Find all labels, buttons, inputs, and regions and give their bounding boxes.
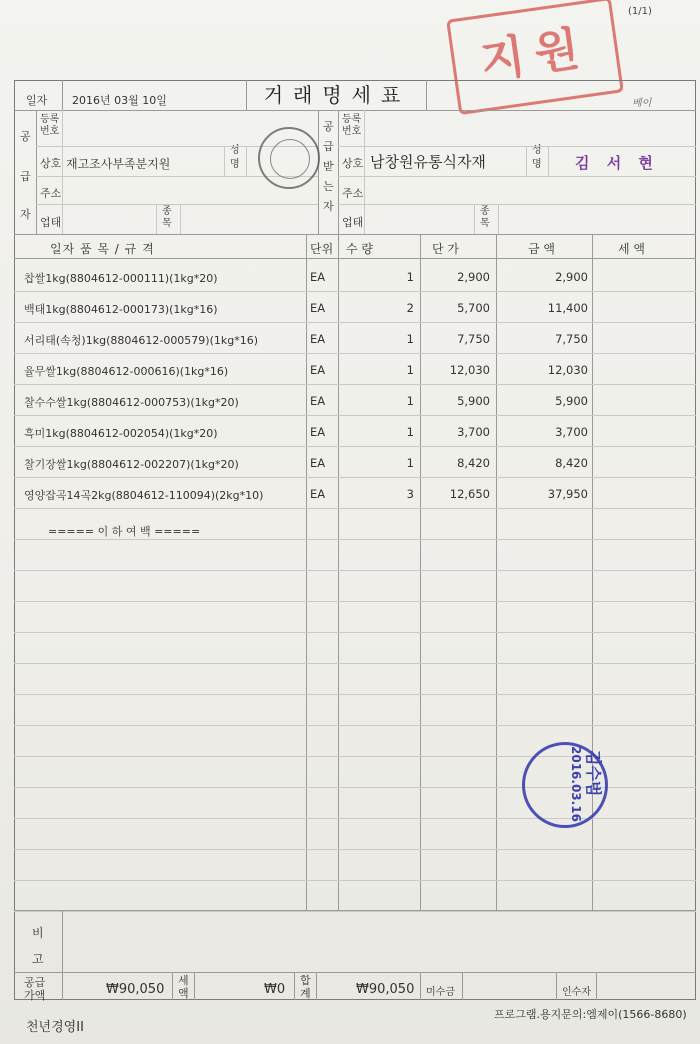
row-amount: 37,950	[547, 487, 588, 501]
row-qty: 1	[406, 456, 414, 470]
row-divider	[14, 694, 696, 695]
row-qty: 1	[406, 425, 414, 439]
row-divider	[14, 880, 696, 881]
handwritten-note: 베이	[632, 98, 652, 109]
receiver-reg-label: 등록번호	[342, 114, 362, 137]
row-divider	[14, 446, 696, 447]
row-item: 백태1kg(8804612-000173)(1kg*16)	[24, 303, 218, 316]
row-qty: 3	[406, 487, 414, 501]
row-divider	[14, 322, 696, 323]
row-unit: EA	[310, 363, 326, 377]
receiver-side-2: 급	[323, 140, 334, 153]
supplier-bizitem-label: 종목	[162, 206, 172, 229]
page-number: (1/1)	[628, 6, 652, 17]
row-divider	[14, 291, 696, 292]
row-price: 8,420	[457, 456, 490, 470]
row-divider	[14, 911, 696, 912]
program-info: 프로그램.용지문의:엠제이(1566-8680)	[494, 1008, 687, 1021]
supplier-side-1: 공	[20, 130, 31, 143]
row-divider	[14, 818, 696, 819]
tax-value: ₩0	[264, 982, 286, 997]
supplier-reg-label: 등록번호	[40, 114, 60, 137]
row-item: 흑미1kg(8804612-002054)(1kg*20)	[24, 427, 218, 440]
row-price: 12,650	[449, 487, 490, 501]
supplier-addr-label: 주소	[40, 187, 62, 200]
row-divider	[14, 601, 696, 602]
row-divider	[14, 663, 696, 664]
col-amount: 금 액	[528, 242, 555, 256]
row-unit: EA	[310, 394, 326, 408]
row-unit: EA	[310, 301, 326, 315]
brand-label: 천년경영II	[26, 1020, 84, 1035]
receiver-rep-value: 김 서 현	[575, 154, 659, 172]
support-stamp: 지원	[446, 0, 624, 115]
tax-label-1: 세	[178, 974, 189, 987]
row-amount: 12,030	[547, 363, 588, 377]
receipt-seal-date: 2016.03.16	[569, 746, 583, 822]
row-divider	[14, 632, 696, 633]
row-divider	[14, 725, 696, 726]
row-divider	[14, 477, 696, 478]
end-marker: ===== 이 하 여 백 =====	[48, 525, 201, 538]
row-item: 서리태(속청)1kg(8804612-000579)(1kg*16)	[24, 334, 259, 347]
remarks-label-1: 비	[32, 926, 44, 940]
col-unit: 단위	[310, 242, 334, 256]
total-label-2: 계	[300, 987, 311, 1000]
row-item: 찰수수쌀1kg(8804612-000753)(1kg*20)	[24, 396, 239, 409]
row-divider	[14, 570, 696, 571]
row-divider	[14, 384, 696, 385]
supplier-side-3: 자	[20, 208, 31, 221]
remarks-label-2: 고	[32, 952, 44, 966]
date-value: 2016년 03월 10일	[72, 94, 167, 107]
row-price: 5,700	[457, 301, 490, 315]
row-amount: 2,900	[555, 270, 588, 284]
tax-label-2: 액	[178, 987, 189, 1000]
row-divider	[14, 849, 696, 850]
receiver-side-3: 받	[323, 160, 334, 173]
receiver-addr-label: 주소	[342, 187, 364, 200]
row-divider	[14, 539, 696, 540]
supplier-name-value: 재고조사부족분지원	[66, 157, 171, 171]
row-price: 7,750	[457, 332, 490, 346]
receiver-side-4: 는	[323, 180, 334, 193]
row-unit: EA	[310, 487, 326, 501]
row-amount: 5,900	[555, 394, 588, 408]
row-amount: 7,750	[555, 332, 588, 346]
row-amount: 3,700	[555, 425, 588, 439]
row-amount: 8,420	[555, 456, 588, 470]
unpaid-label: 미수금	[426, 987, 455, 998]
row-price: 2,900	[457, 270, 490, 284]
receiver-name-label: 상호	[342, 157, 364, 170]
row-unit: EA	[310, 456, 326, 470]
row-qty: 1	[406, 394, 414, 408]
receipt-seal-name: 김수범	[584, 750, 603, 797]
supplier-seal	[258, 127, 320, 189]
page-title: 거래명세표	[263, 83, 411, 107]
row-qty: 1	[406, 332, 414, 346]
receiver-sign-label: 인수자	[562, 987, 591, 998]
supply-value: ₩90,050	[106, 982, 165, 997]
row-unit: EA	[310, 425, 326, 439]
row-divider	[14, 415, 696, 416]
total-value: ₩90,050	[356, 982, 415, 997]
receiver-biztype-label: 업태	[342, 216, 364, 229]
receiver-side-5: 자	[323, 200, 334, 213]
row-price: 5,900	[457, 394, 490, 408]
col-price: 단 가	[432, 242, 459, 256]
row-amount: 11,400	[547, 301, 588, 315]
row-divider	[14, 508, 696, 509]
receiver-name-value: 남창원유통식자재	[370, 153, 486, 171]
row-unit: EA	[310, 332, 326, 346]
receiver-rep-label: 성명	[532, 145, 542, 170]
supplier-side-2: 급	[20, 170, 31, 183]
supply-label-1: 공급	[24, 976, 46, 989]
col-qty: 수 량	[346, 242, 373, 256]
supplier-biztype-label: 업태	[40, 216, 62, 229]
receiver-side-1: 공	[323, 120, 334, 133]
row-qty: 2	[406, 301, 414, 315]
col-date-item: 일자 품 목 / 규 격	[50, 242, 155, 256]
row-divider	[14, 353, 696, 354]
row-item: 찹쌀1kg(8804612-000111)(1kg*20)	[24, 272, 218, 285]
receiver-bizitem-label: 종목	[480, 206, 490, 229]
supplier-rep-label: 성명	[230, 145, 240, 170]
row-item: 율무쌀1kg(8804612-000616)(1kg*16)	[24, 365, 229, 378]
row-qty: 1	[406, 363, 414, 377]
row-qty: 1	[406, 270, 414, 284]
supplier-name-label: 상호	[40, 157, 62, 170]
row-price: 3,700	[457, 425, 490, 439]
total-label-1: 합	[300, 974, 311, 987]
row-unit: EA	[310, 270, 326, 284]
date-label: 일자	[26, 94, 48, 107]
supply-label-2: 가액	[24, 989, 46, 1002]
row-item: 찰기장쌀1kg(8804612-002207)(1kg*20)	[24, 458, 239, 471]
row-item: 영양잡곡14곡2kg(8804612-110094)(2kg*10)	[24, 489, 264, 502]
row-price: 12,030	[449, 363, 490, 377]
col-tax: 세 액	[618, 242, 645, 256]
